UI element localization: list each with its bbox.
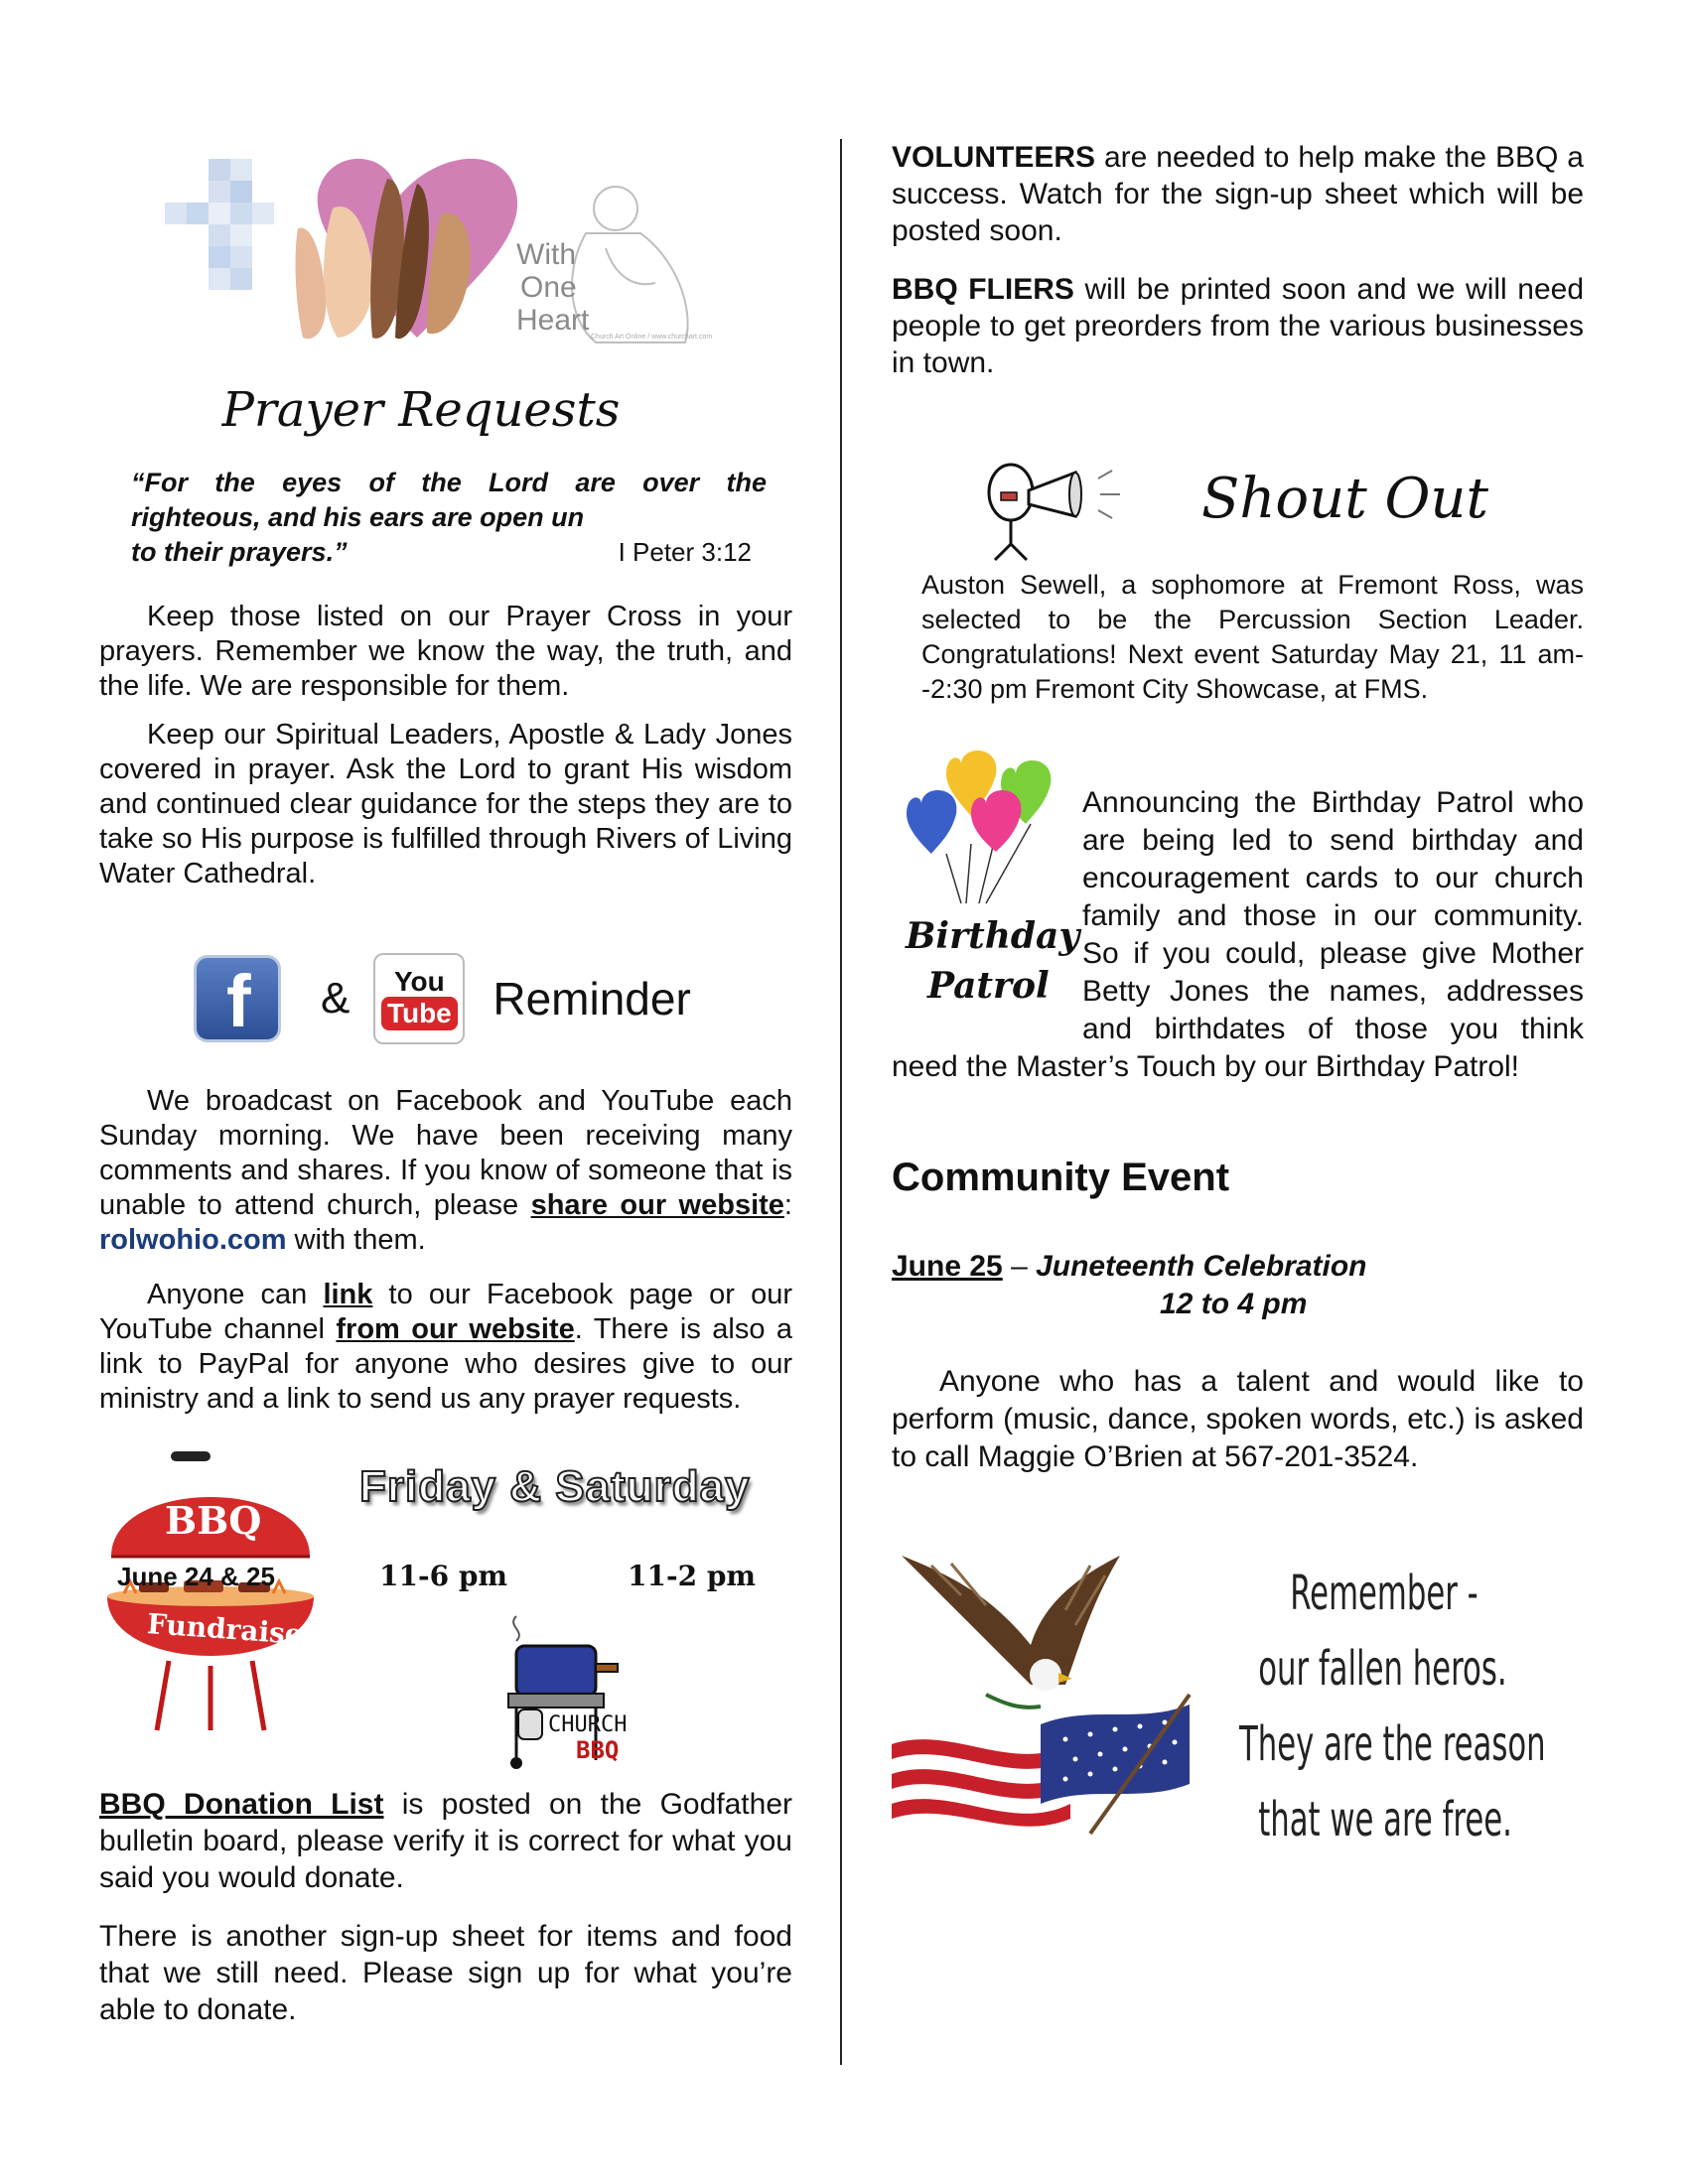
quote-line-1: “For the eyes of the Lord are over the [131, 468, 767, 497]
juneteenth-line: June 25 – Juneteenth Celebration [892, 1250, 1367, 1283]
donation-list-paragraph: BBQ Donation List is posted on the Godfather bulletin board, please verify it is correct for what you said you would donate. [99, 1788, 793, 1894]
balloons-icon [892, 745, 1080, 913]
shout-out-title: Shout Out [1201, 467, 1488, 531]
link-link[interactable]: link [323, 1279, 373, 1310]
prayer-requests-title: Prayer Requests [221, 382, 621, 438]
church-label: CHURCH [548, 1712, 628, 1737]
with-one-heart-art [99, 139, 792, 362]
event-date: June 25 [892, 1250, 1003, 1283]
memorial-text: Remember - our fallen heros. They are the reason that we are free. [1239, 1566, 1546, 1847]
art-word-with: With [516, 238, 576, 271]
mosaic-cross-icon [165, 159, 274, 290]
broadcast-paragraph: We broadcast on Facebook and YouTube each Sunday morning. We have been receiving many comments and shares. If you know of someone that is unable to attend church, please share our website: rolwohio.com with them. [99, 1085, 792, 1256]
friday-saturday-label: Friday & Saturday [359, 1462, 751, 1511]
from-website-link[interactable]: from our website [336, 1313, 575, 1345]
quote-line-2: righteous, and his ears are open un [131, 502, 585, 532]
ampersand: & [321, 974, 351, 1023]
quote-line-3: to their prayers.” [131, 537, 348, 567]
birthday-patrol-badge [892, 745, 1080, 1032]
friday-hours: 11-6 pm [379, 1560, 508, 1592]
share-website-link[interactable]: share our website [530, 1189, 784, 1221]
praying-hands-illustration [99, 139, 792, 362]
youtube-icon: You Tube [373, 953, 465, 1044]
community-event-heading: Community Event [892, 1156, 1230, 1199]
bbq-dates: June 24 & 25 [117, 1562, 275, 1591]
facebook-icon: f [194, 955, 281, 1042]
church-bbq-smoker-icon [496, 1606, 645, 1775]
prayer-paragraph-1: Keep those listed on our Prayer Cross in your prayers. Remember we know the way, the truth, and the life. We are responsible for them. [99, 601, 792, 702]
reminder-title: Reminder [492, 973, 691, 1024]
grill-bbq-label: BBQ [165, 1498, 262, 1543]
left-column [99, 139, 792, 2028]
birthday-patrol-section [892, 745, 1584, 1086]
saturday-hours: 11-2 pm [628, 1560, 757, 1592]
social-reminder-header [194, 949, 792, 1048]
birthday-label: Birthday [906, 915, 1080, 957]
event-name: Juneteenth Celebration [1036, 1250, 1367, 1283]
shout-out-text: Auston Sewell, a sophomore at Fremont Ross, was selected to be the Percussion Section Leader. Congratulations! Next event Saturday May 21, 11 am--2:30 pm Fremont City Showcase, at FMS. [921, 570, 1584, 704]
shout-out-header [892, 453, 1584, 562]
prayer-paragraph-2: Keep our Spiritual Leaders, Apostle & Lady Jones covered in prayer. Ask the Lord to grant His wisdom and continued clear guidance for the steps they are to take so His purpose is fulfilled through Rivers of Living Water Cathedral. [99, 719, 792, 889]
art-word-one: One [520, 271, 577, 304]
bbq-fundraiser-graphic [99, 1442, 792, 1770]
megaphone-icon [981, 453, 1150, 562]
kneeling-figure-icon [572, 187, 688, 342]
volunteers-paragraph: VOLUNTEERS are needed to help make the BBQ a success. Watch for the sign-up sheet which will be posted soon. [892, 141, 1584, 247]
signup-paragraph: There is another sign-up sheet for items and food that we still need. Please sign up for what you’re able to donate. [99, 1920, 792, 2026]
quote-reference: I Peter 3:12 [618, 537, 752, 567]
church-bbq-label: BBQ [576, 1736, 620, 1764]
memorial-graphic [892, 1536, 1584, 1863]
event-time: 12 to 4 pm [1160, 1288, 1308, 1320]
column-divider [840, 139, 842, 2065]
birthday-patrol-text: Announcing the Birthday Patrol who are being led to send birthday and encouragement cards to our church family and those in our community. So if you could, please give Mother Betty Jones the names, addresses and birthdates of those you think need the Master’s Touch by our Birthday Patrol! [892, 786, 1584, 1083]
link-paragraph: Anyone can link to our Facebook page or our YouTube channel from our website. There is also a link to PayPal for anyone who desires give to our ministry and a link to send us any prayer requests. [99, 1279, 793, 1415]
fliers-paragraph: BBQ FLIERS will be printed soon and we will need people to get preorders from the various businesses in town. [892, 273, 1585, 379]
fundraiser-label: Fundraiser [146, 1607, 319, 1652]
talent-paragraph: Anyone who has a talent and would like to perform (music, dance, spoken words, etc.) is asked to call Maggie O’Brien at 567-201-3524. [892, 1365, 1584, 1473]
scripture-quote [99, 466, 767, 570]
patrol-label: Patrol [927, 965, 1050, 1007]
art-credit: Church Art Online / www.churchart.com [591, 334, 713, 341]
eagle-flag-icon [892, 1536, 1239, 1843]
right-column [892, 139, 1584, 1863]
site-link[interactable]: rolwohio.com [99, 1224, 287, 1256]
donation-list-link[interactable]: BBQ Donation List [99, 1788, 384, 1821]
art-word-heart: Heart [516, 304, 590, 337]
